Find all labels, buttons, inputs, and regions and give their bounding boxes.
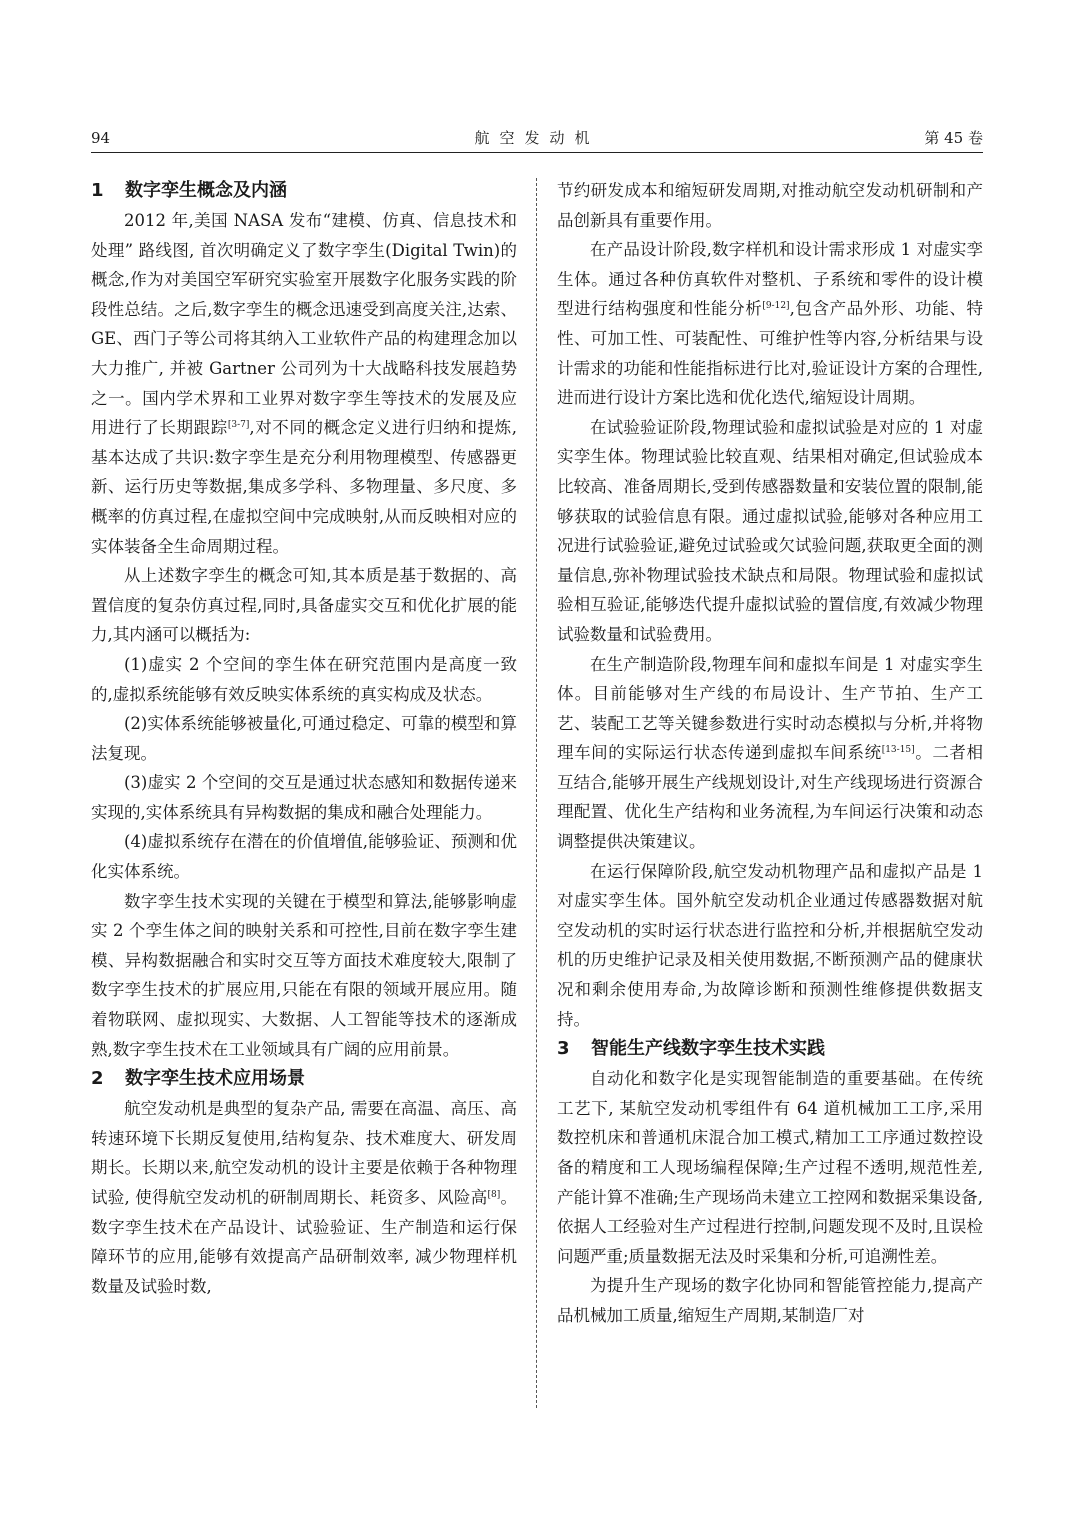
list-item-4: (4)虚拟系统存在潜在的价值增值,能够验证、预测和优化实体系统。 xyxy=(91,832,517,882)
section-2-title: 数字孪生技术应用场景 xyxy=(125,1068,305,1090)
paragraph-text: ,对不同的概念定义进行归纳和提炼,基本达成了共识:数字孪生是充分利用物理模型、传感器更新、运行历史等数据,集成多学科、多物理量、多尺度、多概率的仿真过程,在虚拟空间中完成映射,从而反映相对应的实体装备全生命周期过程。 xyxy=(91,418,517,556)
paragraph-text: ,包含产品外形、功能、特性、可加工性、可装配性、可维护性等内容,分析结果与设计需求的功能和性能指标进行比对,验证设计方案的合理性,进而进行设计方案比选和优化迭代,缩短设计周期。 xyxy=(557,299,984,408)
section-2-heading xyxy=(91,1064,517,1094)
section-3-number: 3 xyxy=(557,1038,570,1060)
running-header xyxy=(91,124,983,153)
page-number: 94 xyxy=(91,129,111,147)
right-column xyxy=(557,176,983,1331)
paragraph-text: 航空发动机是典型的复杂产品, 需要在高温、高压、高转速环境下长期反复使用,结构复杂、技术难度大、研发周期长。长期以来,航空发动机的设计主要是依赖于各种物理试验, 使得航空发动机的研制周期长、耗资多、风险高 xyxy=(91,1099,517,1207)
list-item-1: (1)虚实 2 个空间的孪生体在研究范围内是高度一致的,虚拟系统能够有效反映实体系统的真实构成及状态。 xyxy=(91,654,517,704)
paragraph-design-stage xyxy=(557,235,983,413)
section-3-title: 智能生产线数字孪生技术实践 xyxy=(591,1038,825,1060)
column-divider xyxy=(536,178,537,1408)
paragraph-key-tech: 数字孪生技术实现的关键在于模型和算法,能够影响虚实 2 个孪生体之间的映射关系和可控性,目前在数字孪生建模、异构数据融合和实时交互等方面技术难度较大,限制了数字孪生技术的扩展应用,只能在有限的领域开展应用。随着物联网、虚拟现实、大数据、人工智能等技术的逐渐成熟,数字孪生技术在工业领域具有广阔的应用前景。 xyxy=(91,891,517,1059)
list-item-2: (2)实体系统能够被量化,可通过稳定、可靠的模型和算法复现。 xyxy=(91,714,517,763)
left-column xyxy=(91,176,517,1301)
paragraph-text: 2012 年,美国 NASA 发布“建模、仿真、信息技术和处理” 路线图, 首次明确定义了数字孪生(Digital Twin)的概念,作为对美国空军研究实验室开展数字化服务实践的阶段性总结。之后,数字孪生的概念迅速受到高度关注,达索、GE、西门子等公司将其纳入工业软件产品的构建理念加以大力推广, 并被 Gartner 公司列为十大战略科技发展趋势之一。国内学术界和工业界对数字孪生等技术的发展及应用进行了长期跟踪 xyxy=(91,211,517,438)
paragraph-text: 在产品设计阶段,数字样机和设计需求形成 1 对虚实孪生体。通过各种仿真软件对整机、子系统和零件的设计模型进行结构强度和性能分析 xyxy=(557,240,983,319)
paragraph-test-stage: 在试验验证阶段,物理试验和虚拟试验是对应的 1 对虚实孪生体。物理试验比较直观、结果相对确定,但试验成本比较高、准备周期长,受到传感器数量和安装位置的限制,能够获取的试验信息有限。通过虚拟试验,能够对各种应用工况进行试验验证,避免过试验或欠试验问题,获取更全面的测量信息,弥补物理试验技术缺点和局限。物理试验和虚拟试验相互验证,能够迭代提升虚拟试验的置信度,有效减少物理试验数量和试验费用。 xyxy=(557,417,983,644)
paragraph-text: 。二者相互结合,能够开展生产线规划设计,对生产线现场进行资源合理配置、优化生产结构和业务流程,为车间运行决策和动态调整提供决策建议。 xyxy=(557,743,984,852)
paragraph-automation: 自动化和数字化是实现智能制造的重要基础。在传统工艺下, 某航空发动机零组件有 64 道机械加工工序,采用数控机床和普通机床混合加工模式,精加工工序通过数控设备的精度和工人现场编程保障;生产过程不透明,规范性差,产能计算不准确;生产现场尚未建立工控网和数据采集设备,依据人工经验对生产过程进行控制,问题发现不及时,且误检问题严重;质量数据无法及时采集和分析,可追溯性差。 xyxy=(557,1069,983,1266)
section-1-number: 1 xyxy=(91,180,104,201)
list-item-3: (3)虚实 2 个空间的交互是通过状态感知和数据传递来实现的,实体系统具有异构数据的集成和融合处理能力。 xyxy=(91,773,517,822)
section-3-heading xyxy=(557,1034,983,1064)
citation: [13-15] xyxy=(881,745,915,756)
paragraph-text: 在生产制造阶段,物理车间和虚拟车间是 1 对虚实孪生体。目前能够对生产线的布局设计、生产节拍、生产工艺、装配工艺等关键参数进行实时动态模拟与分析,并将物理车间的实际运行状态传递到虚拟车间系统 xyxy=(557,654,983,763)
paragraph-improvement: 为提升生产现场的数字化协同和智能管控能力,提高产品机械加工质量,缩短生产周期,某制造厂对 xyxy=(557,1276,983,1325)
citation: [8] xyxy=(487,1190,501,1200)
paragraph-production-stage xyxy=(557,650,983,857)
paragraph-concept xyxy=(91,206,517,561)
paragraph-continued: 节约研发成本和缩短研发周期,对推动航空发动机研制和产品创新具有重要作用。 xyxy=(557,181,983,230)
paragraph-essence: 从上述数字孪生的概念可知,其本质是基于数据的、高置信度的复杂仿真过程,同时,具备虚实交互和优化扩展的能力,其内涵可以概括为: xyxy=(91,566,517,645)
section-1-title: 数字孪生概念及内涵 xyxy=(125,180,287,201)
section-2-number: 2 xyxy=(91,1068,104,1090)
volume-label: 第 45 卷 xyxy=(924,129,983,147)
citation: [3-7] xyxy=(227,420,250,431)
paragraph-engine xyxy=(91,1094,517,1301)
section-1-heading xyxy=(91,176,517,206)
journal-title: 航空发动机 xyxy=(474,129,600,147)
paragraph-text: 。数字孪生技术在产品设计、试验验证、生产制造和运行保障环节的应用,能够有效提高产品研制效率, 减少物理样机数量及试验时数, xyxy=(91,1188,518,1296)
paragraph-operation-stage: 在运行保障阶段,航空发动机物理产品和虚拟产品是 1 对虚实孪生体。国外航空发动机企业通过传感器数据对航空发动机的实时运行状态进行监控和分析,并根据航空发动机的历史维护记录及相关使用数据,不断预测产品的健康状况和剩余使用寿命,为故障诊断和预测性维修提供数据支持。 xyxy=(557,861,983,1029)
citation: [9-12] xyxy=(762,301,790,312)
